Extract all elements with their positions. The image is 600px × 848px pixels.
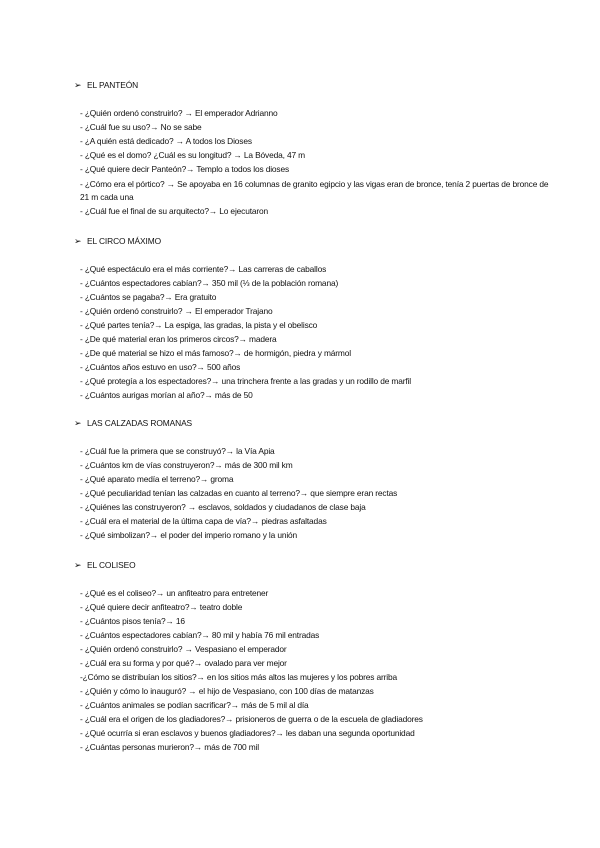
list-item: - ¿Cómo era el pórtico? → Se apoyaba en 16 columnas de granito egipcio y las vigas eran de bronce, tenía 2 puertas de bronce de 21 m cada una xyxy=(80,179,549,202)
list-item: - ¿Cuántos espectadores cabían?→ 80 mil y había 76 mil entradas xyxy=(80,630,320,640)
list-item: - ¿Cuántos aurigas morían al año?→ más de 50 xyxy=(80,390,253,400)
list-item: - ¿Qué quiere decir anfiteatro?→ teatro doble xyxy=(80,602,243,612)
list-item: - ¿Quién ordenó construirlo? → Vespasiano el emperador xyxy=(80,644,287,654)
section-title: EL PANTEÓN xyxy=(87,80,139,90)
list-item: - ¿Cuál era el origen de los gladiadores?→ prisioneros de guerra o de la escuela de gladiadores xyxy=(80,714,423,724)
list-item: - ¿Quiénes las construyeron? → esclavos, soldados y ciudadanos de clase baja xyxy=(80,502,366,512)
list-item: - ¿Cuántos años estuvo en uso?→ 500 años xyxy=(80,362,241,372)
arrow-bullet-icon: ➢ xyxy=(74,418,82,428)
list-item: -¿Cómo se distribuían los sitios?→ en los sitios más altos las mujeres y los pobres arriba xyxy=(80,672,397,682)
list-item: - ¿Qué es el coliseo?→ un anfiteatro para entretener xyxy=(80,588,269,598)
list-item: - ¿Qué ocurría si eran esclavos y buenos gladiadores?→ les daban una segunda oportunidad xyxy=(80,728,415,738)
list-item: - ¿Quién ordenó construirlo? → El emperador Adrianno xyxy=(80,108,278,118)
list-item: - ¿Quién ordenó construirlo? → El emperador Trajano xyxy=(80,306,273,316)
list-item: - ¿Qué es el domo? ¿Cuál es su longitud? → La Bóveda, 47 m xyxy=(80,150,305,160)
arrow-bullet-icon: ➢ xyxy=(74,80,82,90)
section-heading-circo-maximo xyxy=(74,236,161,247)
list-item: - ¿De qué material eran los primeros circos?→ madera xyxy=(80,334,277,344)
list-item: - ¿Cuántos animales se podían sacrificar?→ más de 5 mil al día xyxy=(80,700,309,710)
list-item: - ¿Qué aparato medía el terreno?→ groma xyxy=(80,474,234,484)
section-heading-panteon xyxy=(74,80,138,91)
section-title: EL COLISEO xyxy=(87,560,136,570)
list-item: - ¿Cuántos espectadores cabían?→ 350 mil (⅓ de la población romana) xyxy=(80,278,339,288)
list-item: - ¿De qué material se hizo el más famoso?→ de hormigón, piedra y mármol xyxy=(80,348,351,358)
list-item: - ¿Cuántos se pagaba?→ Era gratuito xyxy=(80,292,217,302)
list-item: - ¿Qué espectáculo era el más corriente?→ Las carreras de caballos xyxy=(80,264,327,274)
list-item: - ¿Cuál fue la primera que se construyó?→ la Vía Apia xyxy=(80,446,275,456)
arrow-bullet-icon: ➢ xyxy=(74,560,82,570)
list-item: - ¿Cuál fue su uso?→ No se sabe xyxy=(80,122,202,132)
list-item: - ¿Qué quiere decir Panteón?→ Templo a todos los dioses xyxy=(80,164,289,174)
list-item: - ¿Cuántas personas murieron?→ más de 700 mil xyxy=(80,742,259,752)
list-item: - ¿Qué simbolizan?→ el poder del imperio romano y la unión xyxy=(80,530,298,540)
list-item: - ¿Qué partes tenía?→ La espiga, las gradas, la pista y el obelisco xyxy=(80,320,318,330)
list-item: - ¿A quién está dedicado? → A todos los Dioses xyxy=(80,136,252,146)
list-item: - ¿Cuántos pisos tenía?→ 16 xyxy=(80,616,185,626)
list-item: - ¿Qué protegía a los espectadores?→ una trinchera frente a las gradas y un rodillo de marfil xyxy=(80,376,412,386)
section-heading-calzadas-romanas xyxy=(74,418,192,429)
arrow-bullet-icon: ➢ xyxy=(74,236,82,246)
section-title: EL CIRCO MÁXIMO xyxy=(87,236,162,246)
list-item: - ¿Cuántos km de vías construyeron?→ más de 300 mil km xyxy=(80,460,293,470)
list-item: - ¿Cuál era su forma y por qué?→ ovalado para ver mejor xyxy=(80,658,287,668)
list-item: - ¿Qué peculiaridad tenían las calzadas en cuanto al terreno?→ que siempre eran rectas xyxy=(80,488,398,498)
list-item: - ¿Cuál fue el final de su arquitecto?→ Lo ejecutaron xyxy=(80,206,269,216)
section-title: LAS CALZADAS ROMANAS xyxy=(87,418,193,428)
section-heading-coliseo xyxy=(74,560,136,571)
list-item: - ¿Quién y cómo lo inauguró? → el hijo de Vespasiano, con 100 días de matanzas xyxy=(80,686,374,696)
list-item: - ¿Cuál era el material de la última capa de vía?→ piedras asfaltadas xyxy=(80,516,327,526)
